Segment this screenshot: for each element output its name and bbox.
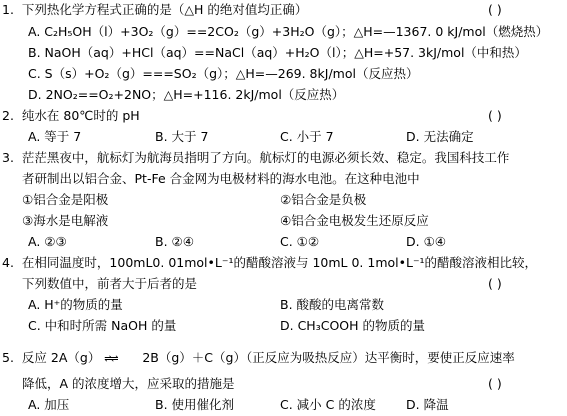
q2-stem: 纯水在 80℃时的 pH	[21, 108, 140, 123]
q4-number: 4.	[2, 255, 14, 270]
q3-number: 3.	[2, 150, 14, 165]
q5-stem-1a: 反应 2A（g）	[21, 350, 101, 365]
q5-option-d: D. 降温	[406, 397, 449, 412]
q5-option-b: B. 使用催化剂	[155, 397, 235, 412]
q3-stem-line-2: 者研制出以铝合金、Pt-Fe 合金网为电极材料的海水电池。在这种电池中	[22, 171, 420, 186]
q4-option-b: B. 酸酸的电离常数	[280, 297, 385, 312]
q5-option-c: C. 减小 C 的浓度	[280, 397, 376, 412]
q3-statement-1: ①铝合金是阳极	[22, 192, 109, 207]
q4-stem-1: 在相同温度时，100mL0. 01mol•L⁻¹的醋酸溶液与 10mL 0. 1mol•L⁻¹的醋酸溶液相比较，	[21, 255, 538, 270]
q1-option-b: B. NaOH（aq）+HCl（aq）==NaCl（aq）+H₂O（l）；△H=+57. 3kJ/mol（中和热）	[28, 45, 527, 60]
q3-option-c: C. ①②	[280, 234, 320, 249]
q3-option-a: A. ②③	[28, 234, 67, 249]
q1-number: 1.	[2, 2, 14, 17]
q1-stem-line	[2, 2, 307, 18]
q5-number: 5.	[2, 350, 14, 365]
q4-option-d: D. CH₃COOH 的物质的量	[280, 318, 425, 333]
q4-stem-line-2: 下列数值中，前者大于后者的是	[22, 276, 198, 291]
q3-stem-line-1	[2, 150, 509, 166]
q1-option-a: A. C₂H₅OH（l）+3O₂（g）==2CO₂（g）+3H₂O（g）；△H=—1367. 0 kJ/mol（燃烧热）	[28, 24, 549, 39]
q5-stem-line-1	[2, 350, 515, 366]
q1-stem: 下列热化学方程式正确的是（△H 的绝对值均正确）	[21, 2, 308, 17]
q4-stem-line-1	[2, 255, 537, 271]
q3-statement-4: ④铝合金电极发生还原反应	[280, 213, 429, 228]
q1-option-c: C. S（s）+O₂（g）===SO₂（g）；△H=—269. 8kJ/mol（反应热）	[28, 66, 419, 81]
q5-answer-paren: ( )	[488, 376, 502, 391]
q5-option-a: A. 加压	[28, 397, 70, 412]
equilibrium-arrow-icon: ⇌⇌	[104, 350, 118, 365]
q3-statement-3: ③海水是电解液	[22, 213, 109, 228]
q5-stem-1b: 2B（g）＋C（g）（正反应为吸热反应）达平衡时，要使正反应速率	[142, 350, 515, 365]
q2-option-d: D. 无法确定	[406, 129, 474, 144]
q2-answer-paren: ( )	[488, 108, 502, 123]
q2-stem-line	[2, 108, 140, 124]
q2-option-b: B. 大于 7	[155, 129, 209, 144]
q3-option-d: D. ①④	[406, 234, 446, 249]
q3-option-b: B. ②④	[155, 234, 194, 249]
q5-stem-line-2: 降低，A 的浓度增大，应采取的措施是	[22, 376, 235, 391]
q4-option-a: A. H⁺的物质的量	[28, 297, 123, 312]
q4-option-c: C. 中和时所需 NaOH 的量	[28, 318, 177, 333]
q2-option-a: A. 等于 7	[28, 129, 82, 144]
q2-option-c: C. 小于 7	[280, 129, 334, 144]
q4-answer-paren: ( )	[488, 276, 502, 291]
q1-option-d: D. 2NO₂==O₂+2NO；△H=+116. 2kJ/mol（反应热）	[28, 87, 345, 102]
q3-stem-1: 茫茫黑夜中，航标灯为航海员指明了方向。航标灯的电源必须长效、稳定。我国科技工作	[21, 150, 510, 165]
q2-number: 2.	[2, 108, 14, 123]
q1-answer-paren: ( )	[488, 2, 502, 17]
q3-statement-2: ②铝合金是负极	[280, 192, 367, 207]
